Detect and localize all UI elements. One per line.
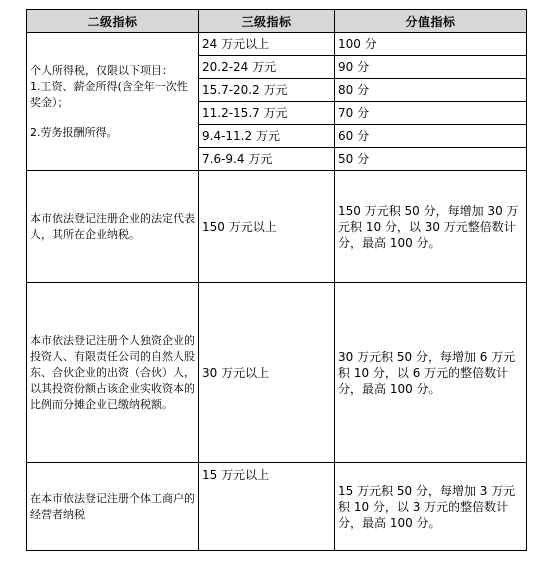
points-table — [26, 9, 527, 551]
tier-score: 70 分 — [335, 102, 527, 125]
tier-score: 60 分 — [335, 125, 527, 148]
income-tax-item-2: 2.劳务报酬所得。 — [30, 125, 118, 139]
header-level3: 三级指标 — [199, 10, 335, 33]
tier-level: 15.7-20.2 万元 — [199, 79, 335, 102]
income-tax-item-1: 1.工资、薪金所得(含全年一次性奖金）； — [30, 79, 188, 109]
table-row — [27, 283, 527, 463]
score-sole-proprietor: 15 万元积 50 分，每增加 3 万元积 10 分，以 3 万元的整倍数计分，最高 100 分。 — [335, 463, 527, 551]
tier-score: 90 分 — [335, 56, 527, 79]
category-legal-rep: 本市依法登记注册企业的法定代表人，其所在企业纳税。 — [27, 171, 199, 283]
level-investors: 30 万元以上 — [199, 283, 335, 463]
table-row — [27, 33, 527, 56]
header-level2: 二级指标 — [27, 10, 199, 33]
tier-score: 50 分 — [335, 148, 527, 171]
level-legal-rep: 150 万元以上 — [199, 171, 335, 283]
category-income-tax — [27, 33, 199, 171]
tier-score: 80 分 — [335, 79, 527, 102]
level-sole-proprietor: 15 万元以上 — [199, 463, 335, 551]
table-row — [27, 171, 527, 283]
category-investors: 本市依法登记注册个人独资企业的投资人、有限责任公司的自然人股东、合伙企业的出资（合伙）人，以其投资份额占该企业实收资本的比例而分摊企业已缴纳税额。 — [27, 283, 199, 463]
score-investors: 30 万元积 50 分，每增加 6 万元积 10 分，以 6 万元的整倍数计分，最高 100 分。 — [335, 283, 527, 463]
tier-level: 24 万元以上 — [199, 33, 335, 56]
tier-level: 7.6-9.4 万元 — [199, 148, 335, 171]
tier-score: 100 分 — [335, 33, 527, 56]
tier-level: 11.2-15.7 万元 — [199, 102, 335, 125]
score-legal-rep: 150 万元积 50 分，每增加 30 万元积 10 分，以 30 万元整倍数计分，最高 100 分。 — [335, 171, 527, 283]
tier-level: 20.2-24 万元 — [199, 56, 335, 79]
header-score: 分值指标 — [335, 10, 527, 33]
table-row — [27, 463, 527, 551]
category-sole-proprietor: 在本市依法登记注册个体工商户的经营者纳税 — [27, 463, 199, 551]
income-tax-intro: 个人所得税，仅限以下项目： — [30, 63, 173, 77]
tier-level: 9.4-11.2 万元 — [199, 125, 335, 148]
header-row — [27, 10, 527, 33]
